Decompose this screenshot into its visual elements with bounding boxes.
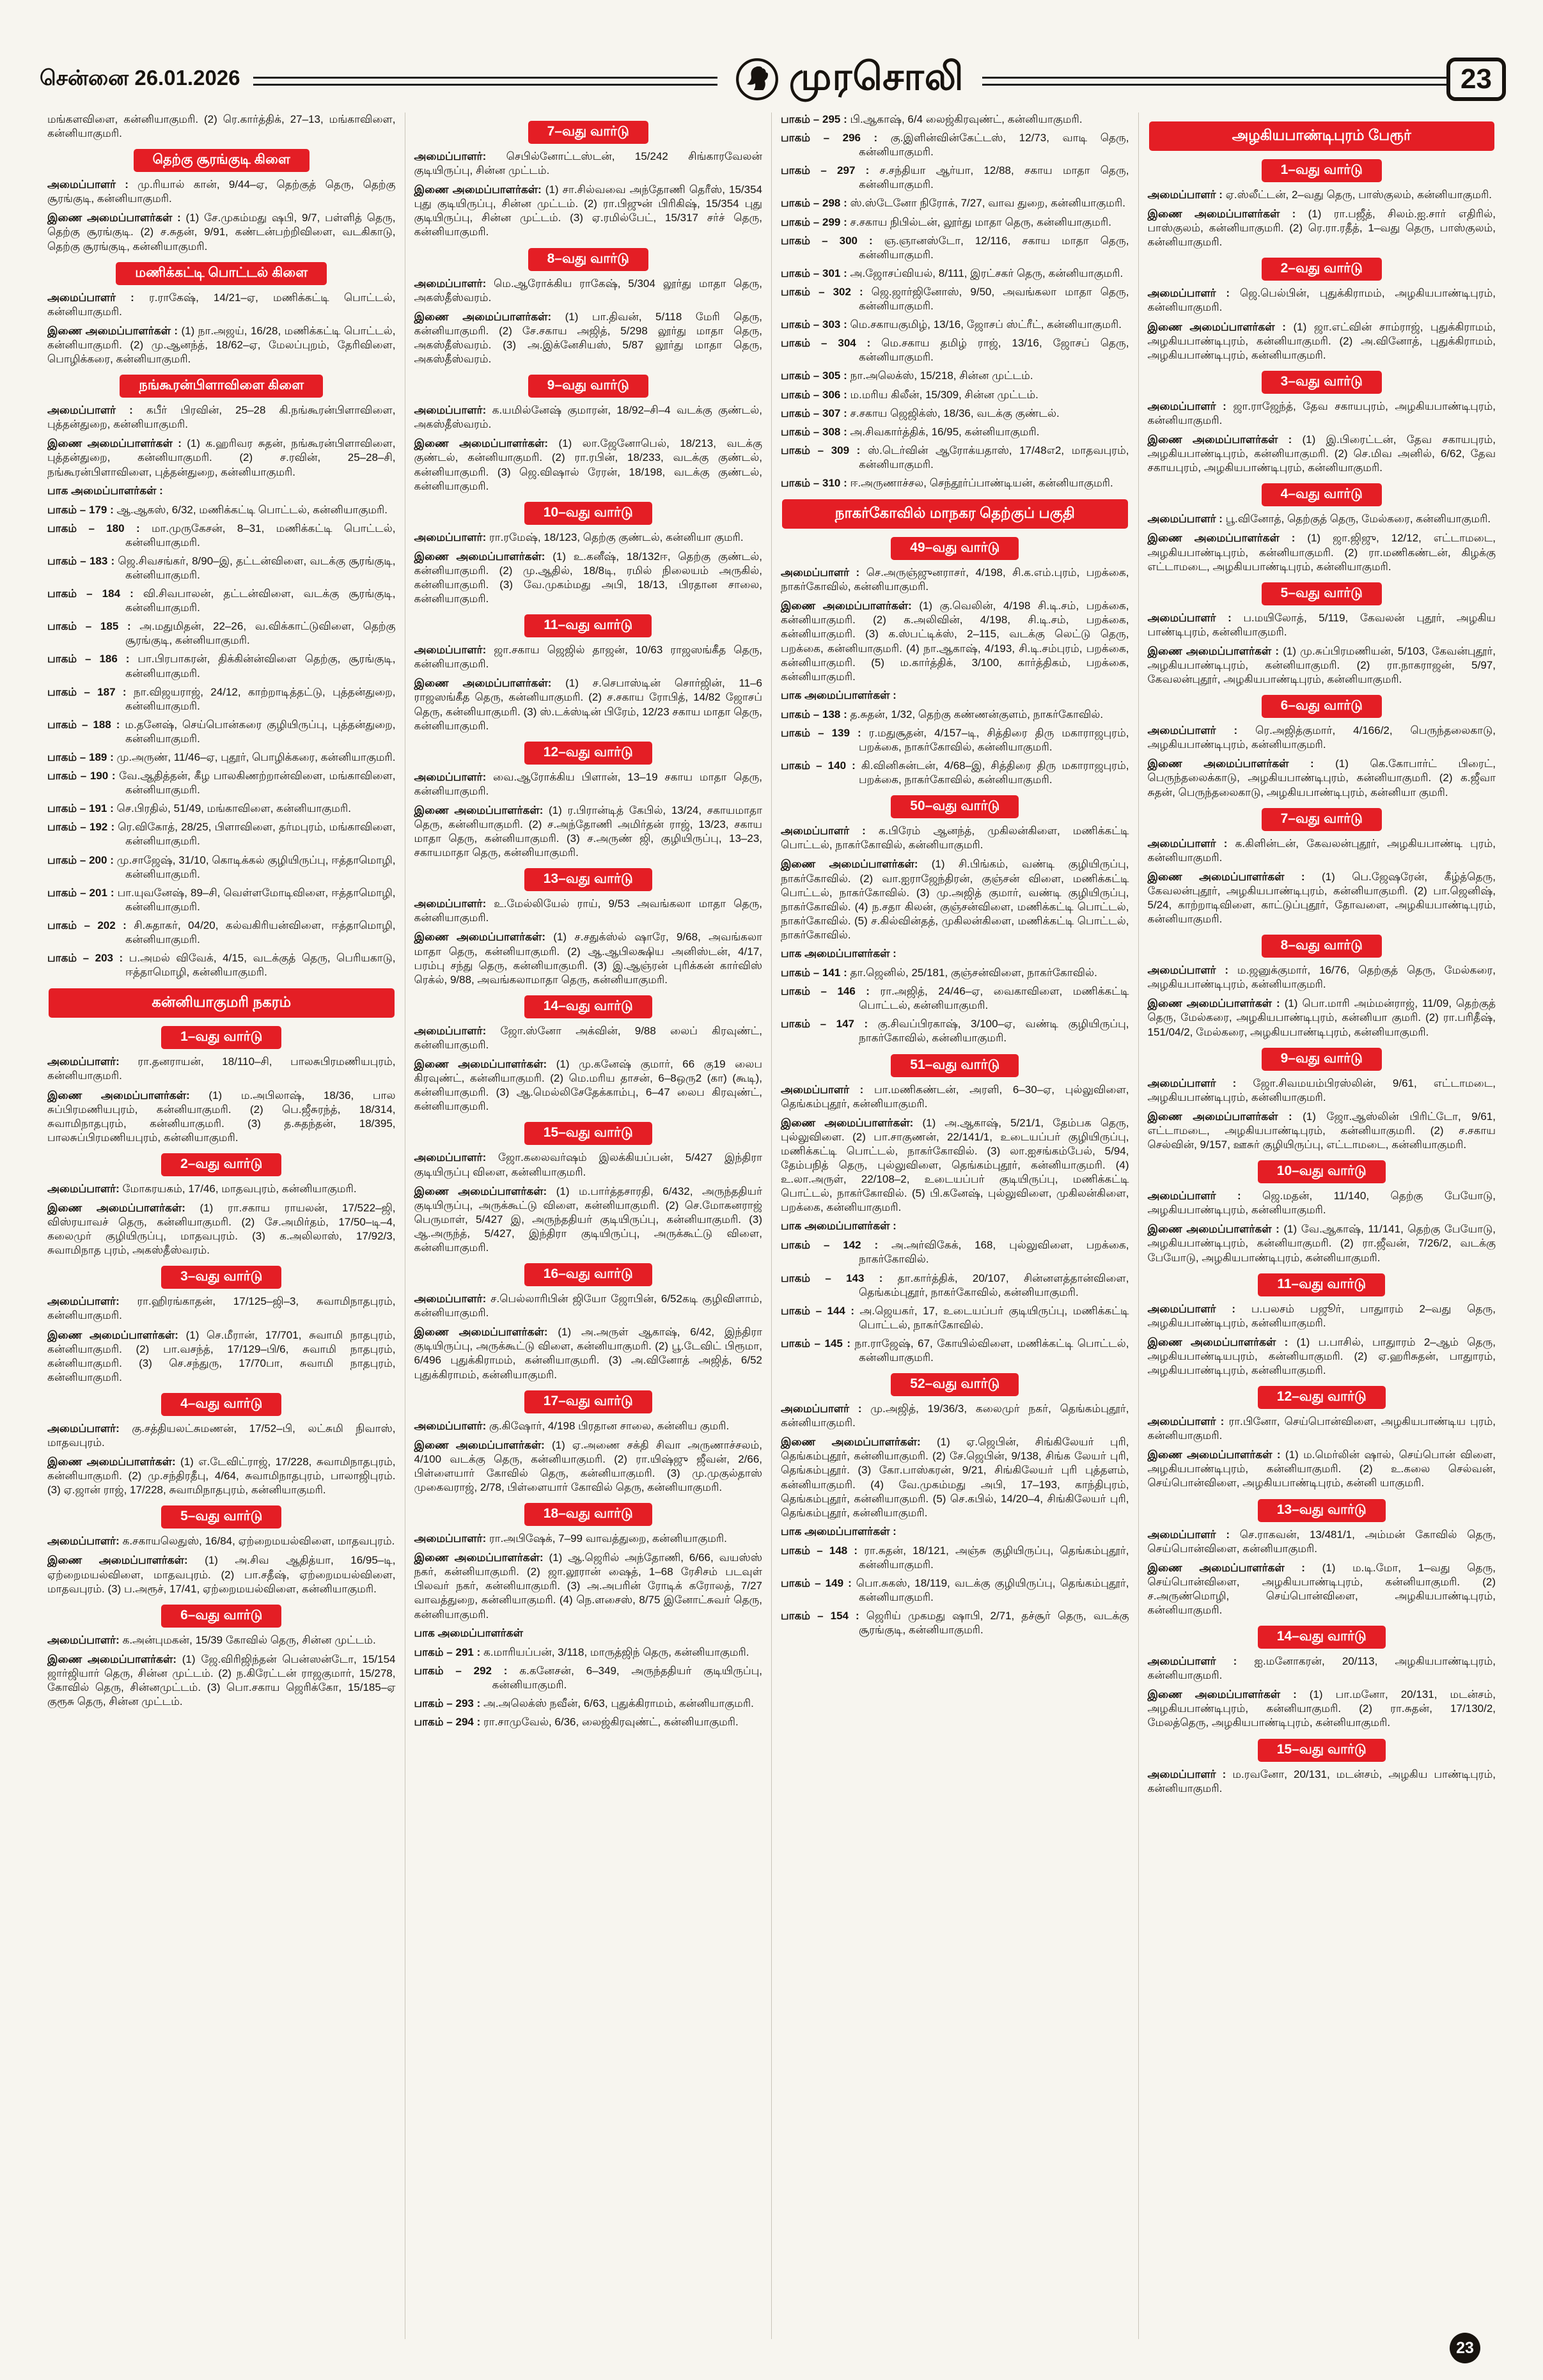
organiser-paragraph: இணை அமைப்பாளர்கள் : (1) ம.மெர்லின் ஷால், செய்பொன் விளை, அழகியபாண்டிபுரம், கன்னியாகுமரி. (2) உ.கலை செல்வன், செய்பொன்விளை, அழகியபாண்டிபுரம், கன்னி யாகுமரி. xyxy=(1147,1449,1496,1489)
organiser-paragraph: அமைப்பாளர்: மெ.ஆரோக்கிய ராகேஷ், 5/304 லூர்து மாதா தெரு, அகஸ்தீஸ்வரம். xyxy=(414,277,762,304)
organiser-paragraph: அமைப்பாளர்: மோகரயகம், 17/46, மாதவபுரம், கன்னியாகுமரி. xyxy=(47,1182,357,1195)
ward-header: 6–வது வார்டு xyxy=(1262,695,1382,718)
organiser-paragraph: அமைப்பாளர்: ச.பெல்லாரிபின் ஜியோ ஜோபின், 6/52கடி குழிவிளாம், கன்னியாகுமரி. xyxy=(414,1293,762,1319)
ward-header: 14–வது வார்டு xyxy=(1258,1626,1386,1649)
ward-header: 17–வது வார்டு xyxy=(524,1390,652,1413)
part-entry: பாகம் – 189 : மு.அருண், 11/46–ஏ, புதூர், பொழிக்கரை, கன்னியாகுமரி. xyxy=(47,751,396,763)
organiser-paragraph: அமைப்பாளர் : க.பிரேம் ஆனந்த், முகிலன்கிளை, மணிக்கட்டி பொட்டல், நாகர்கோவில், கன்னியாகுமரி. xyxy=(781,825,1129,852)
part-entry: பாகம் – 307 : ச.சகாய ஜெஜிக்ஸ், 18/36, வடக்கு குண்டல். xyxy=(781,407,1060,419)
organiser-paragraph: இணை அமைப்பாளர்கள்: (1) ச.செபாஸ்டின் சொர்ஜின், 11–6 ராஜஸங்கீத தெரு, கன்னியாகுமரி. (2) ச.சகாய ரோபித், 14/82 ஜோசப் தெரு, கன்னியாகுமரி. (3) ஸ்.டக்ஸ்டின் பிரேம், 12/23 சகாய மாதா தெரு, கன்னியாகுமரி. xyxy=(414,677,763,732)
organiser-paragraph: இணை அமைப்பாளர்கள் : (1) ஜா.எட்வின் சாம்ராஜ், புதுக்கிராமம், அழகியபாண்டிபுரம், கன்னியாகுமரி. (2) அ.வினோத், புதுக்கிராமம், அழகியபாண்டிபுரம், கன்னியாகுமரி. xyxy=(1147,320,1496,361)
section-header: நாகர்கோவில் மாநகர தெற்குப் பகுதி xyxy=(782,499,1128,529)
organiser-paragraph: அமைப்பாளர் : ஏ.ஸ்லீட்டன், 2–வது தெரு, பாஸ்குலம், கன்னியாகுமரி. xyxy=(1147,189,1492,201)
column-1 xyxy=(38,113,405,2339)
part-entry: பாகம் – 142 : அ.அர்விகேக், 168, புல்லுவிளை, பறக்கை, நாகர்கோவில். xyxy=(781,1239,1129,1266)
columns xyxy=(38,113,1505,2339)
masthead-group xyxy=(717,55,982,104)
part-entry: பாகம் – 297 : ச.சந்தியா ஆர்யா, 12/88, சகாய மாதா தெரு, கன்னியாகுமரி. xyxy=(781,164,1129,191)
ward-header: 7–வது வார்டு xyxy=(1262,808,1382,831)
ward-header: 14–வது வார்டு xyxy=(524,995,652,1018)
organiser-paragraph: இணை அமைப்பாளர்கள் : (1) ப.பாசில், பாதுாரம் 2–ஆம் தெரு, அழகியபாண்டியபுரம், கன்னியாகுமரி. (2) ஏ.ஹரிசுதன், பாதுாரம், அழகியபாண்டிபுரம், கன்னியாகுமரி. xyxy=(1147,1335,1496,1376)
organiser-paragraph: இணை அமைப்பாளர்கள் : (1) இ.பிரைட்டன், தேவ சகாயபுரம், அழகியபாண்டிபுரம், கன்னியாகுமரி. (2) செ.மிவ அனில், 6/62, தேவ சகாயபுரம், அழகியபாண்டிபுரம், கன்னியாகுமரி. xyxy=(1147,433,1496,474)
part-organisers-label: பாக அமைப்பாளர்கள் : xyxy=(781,1525,897,1537)
part-entry: பாகம் – 302 : ஜெ.ஜார்ஜினோஸ், 9/50, அவங்கலா மாதா தெரு, கன்னியாகுமரி. xyxy=(781,285,1129,313)
organiser-paragraph: அமைப்பாளர்: க.அன்புமகன், 15/39 கோவில் தெரு, சின்ன முட்டம். xyxy=(47,1633,376,1646)
part-entry: பாகம் – 306 : ம.மரிய கிலீன், 15/309, சின்ன முட்டம். xyxy=(781,388,1038,401)
part-organisers-label: பாக அமைப்பாளர்கள் : xyxy=(781,688,897,701)
part-entry: பாகம் – 190 : வே.ஆதித்தன், கீழ பாலகிணற்றான்விளை, மங்காவிளை, கன்னியாகுமரி. xyxy=(47,770,396,797)
organiser-paragraph: இணை அமைப்பாளர்கள் : (1) நா.அஜய், 16/28, மணிக்கட்டி பொட்டல், கன்னியாகுமரி. (2) மு.ஆனந்த், 18/62–ஏ, மேலப்புறம், தேரிவிளை, பொழிக்கரை, கன்னியாகுமரி. xyxy=(47,324,396,366)
ward-header: 49–வது வார்டு xyxy=(891,537,1019,560)
organiser-paragraph: அமைப்பாளர்: உ.மேல்லியேல் ராய், 9/53 அவங்கலா மாதா தெரு, கன்னியாகுமரி. xyxy=(414,898,762,924)
part-entry: பாகம் – 295 : பி.ஆகாஷ், 6/4 லைஜ்கிரவுண்ட், கன்னியாகுமரி. xyxy=(781,113,1083,125)
organiser-paragraph: இணை அமைப்பாளர்கள் : (1) பெ.ஜேஷரேன், கீழ்த்தெரு, கேவலன்புதூர், அழகியபாண்டிபுரம், கன்னியாகுமரி. (2) பா.ஜெனிஷ், 5/24, காற்றாடிவிளை, காட்டுப்புதூர், தோவளை, அழகியபாண்டிபுரம், கன்னியாகுமரி. xyxy=(1147,870,1496,926)
ward-header: 7–வது வார்டு xyxy=(528,121,648,144)
organiser-paragraph: அமைப்பாளர் : ஜா.ராஜேந்த், தேவ சகாயபுரம், அழகியபாண்டிபுரம், கன்னியாகுமரி. xyxy=(1147,400,1496,426)
ward-header: நங்கூரன்பிளாவிளை கிளை xyxy=(120,375,323,398)
part-entry: பாகம் – 305 : நா.அலெக்ஸ், 15/218, சின்ன முட்டம். xyxy=(781,369,1033,382)
part-entry: பாகம் – 149 : பொ.சுகஸ், 18/119, வடக்கு குழியிருப்பு, தெங்கம்புதூர், கன்னியாகுமரி. xyxy=(781,1577,1129,1604)
section-header: கன்னியாகுமரி நகரம் xyxy=(49,988,395,1018)
organiser-paragraph: இணை அமைப்பாளர்கள்: (1) உ.கனீஷ், 18/132ஈ, தெற்கு குண்டல், கன்னியாகுமரி. (2) மு.ஆதில், 18/8டி, ரமில் நிலையம் அருகில், கன்னியாகுமரி. (3) வே.முகம்மது அபி, 18/13, பிரதான சாலை, கன்னியாகுமரி. xyxy=(414,550,762,605)
part-entry: பாகம் – 138 : த.சுதன், 1/32, தெற்கு கண்ணன்குளம், நாகர்கோவில். xyxy=(781,708,1104,720)
organiser-paragraph: இணை அமைப்பாளர்கள் : (1) ரா.பஜீத், சிலம்.ஐ.சார் எதிரில், பாஸ்குலம், கன்னியாகுமரி. (2) ரெ.ரா.ரதீத், 1–வது தெரு, பாஸ்குலம், கன்னியாகுமரி. xyxy=(1147,208,1496,249)
city-date: சென்னை 26.01.2026 xyxy=(37,61,253,98)
part-entry: பாகம் – 187 : நா.விஜயராஜ், 24/12, காற்றாடித்தட்டு, புத்தன்துறை, கன்னியாகுமரி. xyxy=(47,685,396,712)
organiser-paragraph: அமைப்பாளர் : செ.அருஞ்ஜுனராசர், 4/198, சி.க.எம்.புரம், பறக்கை, நாகர்கோவில், கன்னியாகுமரி. xyxy=(781,566,1129,593)
organiser-paragraph: அமைப்பாளர் : க.கிளின்டன், கேவலன்புதூர், அழகியபாண்டி புரம், கன்னியாகுமரி. xyxy=(1147,837,1496,864)
part-entry: பாகம் – 303 : மெ.சகாயகுமிழ், 13/16, ஜோசப் ஸ்ட்ரீட், கன்னியாகுமரி. xyxy=(781,318,1122,331)
organiser-paragraph: இணை அமைப்பாளர்கள்: (1) ஜே.விரிஜிந்தன் பென்ஸன்டோ, 15/154 ஜார்ஜியார் தெரு, சின்ன முட்டம். (2) ந.கிரேட்டன் ராஜகுமார், 15/278, கோவில் தெரு, சின்னமுட்டம். (3) பொ.சகாய ஜெரிக்கோ, 15/185–ஏ குரூசு தெரு, சின்ன முட்டம். xyxy=(47,1653,396,1708)
organiser-paragraph: அமைப்பாளர் : ரா.பினோ, செய்பொன்விளை, அழகியபாண்டிய புரம், கன்னியாகுமரி. xyxy=(1147,1415,1496,1442)
organiser-paragraph: இணை அமைப்பாளர்கள்: (1) கு.வெலின், 4/198 சி.டி.சம், பறக்கை, கன்னியாகுமரி. (2) க.அலிவின், 4/198, சி.டி.சம், பறக்கை, கன்னியாகுமரி. (3) க.ஸ்பட்டிக்ஸ், 2–115, வடக்கு லெட்டு தெரு, பறக்கை, கன்னியாகுமரி. (4) நா.ஆகாஷ், 4/193, சி.டி.சம்புரம், பறக்கை, கன்னியாகுமரி. (5) ம.கார்த்திக், 3/100, கார்த்திகம், பறக்கை, கன்னியாகுமரி. xyxy=(781,600,1129,683)
part-entry: பாகம் – 184 : வி.சிவபாலன், தட்டன்விளை, வடக்கு சூரங்குடி, கன்னியாகுமரி. xyxy=(47,587,396,614)
organiser-paragraph: அமைப்பாளர்: ரா.ரமேஷ், 18/123, தெற்கு குண்டல், கன்னியா குமரி. xyxy=(414,531,744,543)
organiser-paragraph: அமைப்பாளர் : ஜோ.சிவமயம்பிரஸ்லின், 9/61, எட்டாமடை, அழகியபாண்டிபுரம், கன்னியாகுமரி. xyxy=(1147,1077,1496,1103)
organiser-paragraph: இணை அமைப்பாளர்கள்: (1) எ.டேவிட்ராஜ், 17/228, சுவாமிநாதபுரம், கன்னியாகுமரி. (2) மு.சந்திரதீபு, 4/64, சுவாமிநாதபுரம், பாலாஜிபுரம். (3) ஏ.ஜான் ராஜ், 17/228, சுவாமிநாதபுரம், கன்னியாகுமரி. xyxy=(47,1456,396,1497)
ward-header: 4–வது வார்டு xyxy=(161,1393,281,1416)
ward-header: 11–வது வார்டு xyxy=(524,614,652,637)
organiser-paragraph: அமைப்பாளர்: கு.சத்தியலட்சுமணன், 17/52–பி, லட்சுமி நிவாஸ், மாதவபுரம். xyxy=(47,1422,396,1449)
organiser-paragraph: இணை அமைப்பாளர்கள்: (1) ம.பார்த்தசாரதி, 6/432, அருந்ததியர் குடியிருப்பு, அருக்கூட்டு விளை, கன்னியாகுமரி. (2) செ.மோகனராஜ் பெருமாள், 5/427 இ, அருந்ததியர் குடியிருப்பு, கன்னியாகுமரி. (3) ஆ.அருந்த், 5/427, இந்திரா குடியிருப்பு, அருக்கூட்டு விளை, கன்னியாகுமரி. xyxy=(414,1185,762,1254)
organiser-paragraph: அமைப்பாளர் : ஜெ.மதன், 11/140, தெற்கு பேயோடு, அழகியபாண்டிபுரம், கன்னியாகுமரி. xyxy=(1147,1190,1496,1217)
organiser-paragraph: அமைப்பாளர்: ரா.அபிஷேக், 7–99 வாவத்துறை, கன்னியாகுமரி. xyxy=(414,1532,727,1545)
organiser-paragraph: இணை அமைப்பாளர்கள் : (1) க.ஹரிவர சுதன், நங்கூரன்பிளாவிளை, புத்தன்துறை, கன்னியாகுமரி. (2) ச.ரவின், 25–28–சி, நங்கூரன்பிளாவிளை, புத்தன்துறை, கன்னியாகுமரி. xyxy=(47,437,396,478)
part-entry: பாகம் – 186 : பா.பிரபாகரன், திக்கின்ன்விளை தெற்கு, சூரங்குடி, கன்னியாகுமரி. xyxy=(47,653,396,680)
organiser-paragraph: இணை அமைப்பாளர்கள்: (1) அ.ஆகாஷ், 5/21/1, தேம்பக தெரு, புல்லுவிளை. (2) பா.சாகுணன், 22/141/1, உடையப்பர் குழியிருப்பு, மணிக்கட்டி பொட்டல், நாகர்கோவில். (3) லா.ஐசங்கம்பேல், 5/94, தேம்பநித் தெரு, புல்லுவிளை, தெங்கம்புதூர், கன்னியாகுமரி. (4) உ.லா.அருள், 22/108–2, உடையப்பர் குடியிருப்பு, மணிக்கட்டி பொட்டல், நாகர்கோவில். (5) பி.கனேஷ், புல்லுவிளை, முகிலன்கிளை, பறக்கை, கன்னியாகுமரி. xyxy=(781,1116,1129,1214)
page-header xyxy=(37,50,1506,109)
part-entry: பாகம் – 139 : ர.மதுசூதன், 4/157–டி, சித்திரை திரு மகாராஜபுரம், பறக்கை, நாகர்கோவில், கன்னியாகுமரி. xyxy=(781,726,1129,753)
organiser-paragraph: இணை அமைப்பாளர்கள் : (1) பொ.மாரி அம்மன்ராஜ், 11/09, தெற்குத் தெரு, மேல்கரை, அழகியபாண்டிபுரம், கன்னியா குமரி. (2) ரா.பரிதீஷ், 151/04/2, மேல்கரை, அழகியபாண்டிபுரம், கன்னியாகுமரி. xyxy=(1147,997,1496,1038)
part-entry: பாகம் – 180 : மா.முருகேசன், 8–31, மணிக்கட்டி பொட்டல், கன்னியாகுமரி. xyxy=(47,522,396,548)
organiser-paragraph: அமைப்பாளர்: கு.கிஷோர், 4/198 பிரதான சாலை, கன்னிய குமரி. xyxy=(414,1419,730,1432)
part-entry: பாகம் – 200 : மு.சாஜேஷ், 31/10, கொடிக்கல் குழியிருப்பு, ஈத்தாமொழி, கன்னியாகுமரி. xyxy=(47,853,396,880)
part-entry: பாகம் – 309 : ஸ்.டெர்வின் ஆரோக்யதாஸ், 17/48எ2, மாதவபுரம், கன்னியாகுமரி. xyxy=(781,444,1129,471)
part-entry: பாகம் – 179 : ஆ.ஆகஸ், 6/32, மணிக்கட்டி பொட்டல், கன்னியாகுமரி. xyxy=(47,503,388,516)
ward-header: 1–வது வார்டு xyxy=(161,1026,281,1049)
ward-header: 12–வது வார்டு xyxy=(524,742,652,765)
organiser-paragraph: அமைப்பாளர்: ரா.தனராயன், 18/110–சி, பாலசுபிரமணியபுரம், கன்னியாகுமரி. xyxy=(47,1055,396,1082)
organiser-paragraph: அமைப்பாளர்: வை.ஆரோக்கிய பிளான், 13–19 சகாய மாதா தெரு, கன்னியாகுமரி. xyxy=(414,770,762,797)
organiser-paragraph: இணை அமைப்பாளர்கள்: (1) ர.பிரான்டித் கேபில், 13/24, சகாயமாதா தெரு, கன்னியாகுமரி. (2) ச.அந்தோணி அமிர்தன் ராஜ், 13/23, சகாய மாதா தெரு, கன்னியாகுமரி. (3) ச.அருண் ஜி, குழியிருப்பு, 13–23, சகாயமாதா தெரு, கன்னியாகுமரி. xyxy=(414,804,762,859)
part-organisers-label: பாக அமைப்பாளர்கள் xyxy=(414,1626,523,1639)
ward-header: 13–வது வார்டு xyxy=(1258,1499,1386,1522)
ward-header: 4–வது வார்டு xyxy=(1262,483,1382,506)
organiser-paragraph: இணை அமைப்பாளர்கள்: (1) சி.பிங்கம், வண்டி குழியிருப்பு, நாகர்கோவில். (2) வா.ஐராஜேந்திரன், குஞ்சன் விளை, மணிக்கட்டி பொட்டல், நாகர்கோவில். (3) மு.அஜித் குமார், வண்டி குழியிருப்பு, நாகர்கோவில். (4) ந.சதா கிலன், குஞ்சன்விளை, மணிக்கட்டி பொட்டல், நாகர்கோவில். (5) ச.கில்வின்தத், முகிலன்கிளை, மணிக்கட்டி பொட்டல், நாகர்கோவில். xyxy=(781,858,1129,941)
organiser-paragraph: அமைப்பாளர் : மு.அஜித், 19/36/3, கலைமுர் நகர், தெங்கம்புதூர், கன்னியாகுமரி. xyxy=(781,1403,1129,1429)
part-entry: பாகம் – 296 : கு.இளின்வின்கேட்டஸ், 12/73, வாடி தெரு, கன்னியாகுமரி. xyxy=(781,132,1129,159)
organiser-paragraph: இணை அமைப்பாளர்கள் : (1) வே.ஆகாஷ், 11/141, தெற்கு பேயோடு, அழகியபாண்டிபுரம், கன்னியாகுமரி. (2) ரா.ஜீவன், 7/26/2, வடக்கு பேயோடு, அழகியபாண்டிபுரம், கன்னியாகுமரி. xyxy=(1147,1223,1496,1264)
ward-header: 50–வது வார்டு xyxy=(891,795,1019,818)
ward-header: 52–வது வார்டு xyxy=(891,1373,1019,1396)
organiser-paragraph: இணை அமைப்பாளர்கள் : (1) பா.மனோ, 20/131, மடன்சம், அழகியபாண்டிபுரம், கன்னியாகுமரி. (2) ரா.சுதன், 17/130/2, மேலத்தெரு, அழகியபாண்டிபுரம், கன்னியாகுமரி. xyxy=(1147,1688,1496,1729)
part-entry: பாகம் – 308 : அ.சிவகார்த்திக், 16/95, கன்னியாகுமரி. xyxy=(781,425,1040,438)
part-entry: பாகம் – 298 : ஸ்.ஸ்டேனோ நிரோக், 7/27, வாவ துறை, கன்னியாகுமரி. xyxy=(781,197,1125,210)
organiser-paragraph: அமைப்பாளர்: ஜா.சகாய ஜெஜில் தாஜன், 10/63 ராஜஸங்கீத தெரு, கன்னியாகுமரி. xyxy=(414,644,762,671)
column-4 xyxy=(1138,113,1505,2339)
organiser-paragraph: அமைப்பாளர் : ஜெ.பெல்பின், புதுக்கிராமம், அழகியபாண்டிபுரம், கன்னியாகுமரி. xyxy=(1147,287,1496,314)
column-3 xyxy=(771,113,1138,2339)
ward-header: 15–வது வார்டு xyxy=(524,1122,652,1145)
organiser-paragraph: அமைப்பாளர்: ரா.ஹிரங்காதன், 17/125–ஜி–3, சுவாமிநாதபுரம், கன்னியாகுமரி. xyxy=(47,1295,396,1322)
part-entry: பாகம் – 148 : ரா.சுதன், 18/121, அஞ்சு குழியிருப்பு, தெங்கம்புதூர், கன்னியாகுமரி. xyxy=(781,1544,1129,1571)
organiser-paragraph: இணை அமைப்பாளர்கள்: (1) ஆ.ஜெரில் அந்தோணி, 6/66, வயஸ்ஸ் நகர், கன்னியாகுமரி. (2) ஜா.லூரான் ஷைத், 1–68 ரேசிசம் படவுள் பிலவர் நகர், கன்னியாகுமரி. (3) அ.அபரின் ரோடிக் கரோலத், 7/27 வாவத்துறை, கன்னியாகுமரி. (4) நெ.ளசைஸ், 8/75 இனோட்சுவர் தெரு, கன்னியாகுமரி. xyxy=(414,1552,762,1621)
part-entry: பாகம் – 146 : ரா.அஜித், 24/46–ஏ, வைகாவிளை, மணிக்கட்டி பொட்டல், கன்னியாகுமரி. xyxy=(781,985,1129,1012)
ward-header: மணிக்கட்டி பொட்டல் கிளை xyxy=(116,262,327,285)
ward-header: 9–வது வார்டு xyxy=(528,375,648,398)
column-2 xyxy=(405,113,772,2339)
part-entry: பாகம் – 143 : தா.கார்த்திக், 20/107, சின்னளத்தான்விளை, தெங்கம்புதூர், நாகர்கோவில், கன்னியாகுமரி. xyxy=(781,1272,1129,1298)
part-entry: பாகம் – 183 : ஜெ.சிவசங்கர், 8/90–இ, தட்டன்விளை, வடக்கு சூரங்குடி, கன்னியாகுமரி. xyxy=(47,554,396,581)
part-entry: பாகம் – 299 : ச.சகாய நிபில்டன், லூர்து மாதா தெரு, கன்னியாகுமரி. xyxy=(781,215,1111,228)
part-entry: பாகம் – 192 : ரெ.விகோத், 28/25, பிளாவிளை, தர்மபுரம், மங்காவிளை, கன்னியாகுமரி. xyxy=(47,821,396,848)
section-header: அழகியபாண்டிபுரம் பேரூர் xyxy=(1149,121,1495,151)
ward-header: 8–வது வார்டு xyxy=(528,248,648,271)
footer-page-number: 23 xyxy=(1450,2333,1480,2363)
part-organisers-label: பாக அமைப்பாளர்கள் : xyxy=(47,484,163,497)
ward-header: 15–வது வார்டு xyxy=(1258,1739,1386,1762)
organiser-paragraph: இணை அமைப்பாளர்கள்: (1) மு.கனேஷ் குமார், 66 கு19 லைப கிரவுண்ட், கன்னியாகுமரி. (2) மெ.மரிய தாசன், 6–8ஒரு2 (கா) (கூடி), கன்னியாகுமரி. (3) ஆ.மெல்லிசேதேக்காம்பு, 6–47 லைப கிரவுண்ட், கன்னியாகுமரி. xyxy=(414,1058,763,1113)
organiser-paragraph: இணை அமைப்பாளர்கள்: (1) சா.சில்வவை அந்தோணி தெரீஸ், 15/354 புது குடியிருப்பு, சின்ன முட்டம். (2) ரா.பிஜுன் பிரிகிஷ், 15/354 புது குடியிருப்பு, சின்ன முட்டம். (3) ஏ.ரமில்பேட், 15/317 சர்ச் தெரு, கன்னியாகுமரி. xyxy=(414,183,763,238)
ward-header: 8–வது வார்டு xyxy=(1262,935,1382,958)
organiser-paragraph: இணை அமைப்பாளர்கள் : (1) ஜா.ஜிஜு, 12/12, எட்டாமடை, அழகியபாண்டிபுரம், கன்னியாகுமரி. (2) ரா.மணிகண்டன், கிழக்கு எட்டாமடை, அழகியபாண்டிபுரம், கன்னியாகுமரி. xyxy=(1147,532,1496,573)
organiser-paragraph: அமைப்பாளர் : ம.ஜனுக்குமார், 16/76, தெற்குத் தெரு, மேல்கரை, அழகியபாண்டிபுரம், கன்னியாகுமரி. xyxy=(1147,964,1496,991)
organiser-paragraph: அமைப்பாளர்: செபில்னோட்டஸ்டன், 15/242 சிங்காரவேலன் குடியிருப்பு, சின்ன முட்டம். xyxy=(414,150,762,177)
organiser-paragraph: அமைப்பாளர் : ப.மயிலோத், 5/119, கேவலன் புதூர், அழகிய பாண்டிபுரம், கன்னியாகுமரி. xyxy=(1147,611,1496,638)
part-entry: பாகம் – 191 : செ.பிரதில், 51/49, மங்காவிளை, கன்னியாகுமரி. xyxy=(47,802,351,815)
part-entry: பாகம் – 310 : ஈ.அருணாச்சல, செந்தூர்ப்பாண்டியன், கன்னியாகுமரி. xyxy=(781,476,1113,489)
organiser-paragraph: அமைப்பாளர் : ரெ.அஜித்குமார், 4/166/2, பெருந்தலைகாடு, அழகியபாண்டிபுரம், கன்னியாகுமரி. xyxy=(1147,724,1496,751)
part-entry: பாகம் – 203 : ப.அமல் விவேக், 4/15, வடக்குத் தெரு, பெரியகாடு, ஈத்தாமொழி, கன்னியாகுமரி. xyxy=(47,952,396,979)
organiser-paragraph: இணை அமைப்பாளர்கள்: (1) லா.ஜேனோபெல், 18/213, வடக்கு குண்டல், கன்னியாகுமரி. (2) ரா.ரபின், 18/233, வடக்கு குண்டல், கன்னியாகுமரி. (3) ஜெ.விஷால் ரேரன், 18/198, வடக்கு குண்டல், கன்னியாகுமரி. xyxy=(414,437,762,492)
part-organisers-label: பாக அமைப்பாளர்கள் : xyxy=(781,1220,897,1233)
organiser-paragraph: இணை அமைப்பாளர்கள்: (1) ஏ.ஜெபின், சிங்கிலேயர் புரி, தெங்கம்புதூர், கன்னியாகுமரி. (2) சே.ஜெபின், 9/138, சிங்க லேயர் புரி, தெங்கம்புதூர். (3) கோ.பாஸ்கரன், 9/21, சிங்கிலேயர் புரி புத்தளம், கன்னியாகுமரி. (4) வே.முகம்மது அபி, 17–193, காந்திபுரம், தெங்கம்புதூர், கன்னியாகுமரி. (5) செ.கபில், 14/20–4, சிங்கிலேயர் புரி, தெங்கம்புதூர், கன்னியாகுமரி. xyxy=(781,1436,1129,1519)
organiser-paragraph: இணை அமைப்பாளர்கள் : (1) சே.முகம்மது ஷபி, 9/7, பள்ளித் தெரு, தெற்கு சூரங்குடி. (2) ச.சுதன், 9/91, கண்டன்பற்றிவிளை, வடகிகாடு, தெற்கு சூரங்குடி, கன்னியாகுமரி. xyxy=(47,212,396,253)
ward-header: 9–வது வார்டு xyxy=(1262,1048,1382,1071)
ward-header: 10–வது வார்டு xyxy=(1258,1160,1386,1183)
part-entry: பாகம் – 154 : ஜெரிய் முகமது ஷாபி, 2/71, தச்சூர் தெரு, வடக்கு சூரங்குடி, கன்னியாகுமரி. xyxy=(781,1610,1129,1637)
part-entry: பாகம் – 301 : அ.ஜோசப்வியல், 8/111, இரட்சகர் தெரு, கன்னியாகுமரி. xyxy=(781,267,1124,279)
part-entry: பாகம் – 304 : மெ.சகாய தமிழ் ராஜ், 13/16, ஜோசப் தெரு, கன்னியாகுமரி. xyxy=(781,337,1129,364)
organiser-paragraph: இணை அமைப்பாளர்கள் : (1) மு.சுப்பிரமணியன், 5/103, கேவன்புதூர், அழகியபாண்டிபுரம், கன்னியாகுமரி. (2) ரா.நாகராஜன், 5/97, கேவலன்புதூர், அழகியபாண்டிபுரம், கன்னியாகுமரி. xyxy=(1147,644,1496,686)
part-organisers-label: பாக அமைப்பாளர்கள் : xyxy=(781,947,897,960)
organiser-paragraph: அமைப்பாளர் : கபீர் பிரவின், 25–28 கி.நங்கூரன்பிளாவிளை, புத்தன்துறை, கன்னியாகுமரி. xyxy=(47,404,396,431)
organiser-paragraph: இணை அமைப்பாளர்கள்: (1) அ.சிவ ஆதித்யா, 16/95–டி, ஏற்றைமயல்விளை, மாதவபுரம். (2) பா.சதீஷ், ஏற்றைமயல்விளை, மாதவபுரம். (3) ப.அரூச், 17/41, ஏற்றைமயல்விளை, கன்னியாகுமரி. xyxy=(47,1554,396,1595)
ward-header: 5–வது வார்டு xyxy=(1262,582,1382,605)
continuation-paragraph: மங்களவிளை, கன்னியாகுமரி. (2) ரெ.கார்த்திக், 27–13, மங்காவிளை, கன்னியாகுமரி. xyxy=(47,113,396,140)
organiser-paragraph: இணை அமைப்பாளர்கள்: (1) பா.திவன், 5/118 மேரி தெரு, கன்னியாகுமரி. (2) சே.சகாய அஜித், 5/298 லூர்து மாதா தெரு, அகஸ்தீஸ்வரம். (3) அ.இக்னேசியஸ், 5/87 லூர்து மாதா தெரு, அகஸ்தீஸ்வரம். xyxy=(414,310,762,366)
organiser-paragraph: இணை அமைப்பாளர்கள்: (1) செ.மீரான், 17/701, சுவாமி நாதபுரம், கன்னியாகுமரி. (2) பா.வசந்த், 17/129–பி/6, சுவாமி நாதபுரம், கன்னியாகுமரி. (3) செ.சந்துரு, 17/70பா, சுவாமி நாதபுரம், கன்னியாகுமரி. xyxy=(47,1328,396,1383)
ward-header: 5–வது வார்டு xyxy=(161,1505,281,1528)
organiser-paragraph: அமைப்பாளர் : பா.மணிகண்டன், அரளி, 6–30–ஏ, புல்லுவிளை, தெங்கம்புதூர், கன்னியாகுமரி. xyxy=(781,1083,1129,1110)
organiser-paragraph: அமைப்பாளர் : மு.ரியால் கான், 9/44–ஏ, தெற்குத் தெரு, தெற்கு சூரங்குடி, கன்னியாகுமரி. xyxy=(47,178,396,205)
organiser-paragraph: அமைப்பாளர் : ப.பலசம் பஜூர், பாதுாரம் 2–வது தெரு, அழகியபாண்டிபுரம், கன்னியாகுமரி. xyxy=(1147,1302,1496,1329)
part-entry: பாகம் – 293 : அ.அலெக்ஸ் நவீன், 6/63, புதுக்கிராமம், கன்னியாகுமரி. xyxy=(414,1697,754,1709)
ward-header: 6–வது வார்டு xyxy=(161,1605,281,1628)
ward-header: 10–வது வார்டு xyxy=(524,502,652,525)
ward-header: 51–வது வார்டு xyxy=(891,1054,1019,1077)
part-entry: பாகம் – 292 : க.கனேசன், 6–349, அருந்ததியர் குடியிருப்பு, கன்னியாகுமரி. xyxy=(414,1664,762,1691)
ward-header: 16–வது வார்டு xyxy=(524,1263,652,1286)
ward-header: 12–வது வார்டு xyxy=(1258,1386,1386,1409)
ward-header: தெற்கு சூரங்குடி கிளை xyxy=(134,149,309,172)
page-number-badge: 23 xyxy=(1446,58,1506,102)
organiser-paragraph: அமைப்பாளர் : ஐ.மனோகரன், 20/113, அழகியபாண்டிபுரம், கன்னியாகுமரி. xyxy=(1147,1655,1496,1682)
organiser-paragraph: அமைப்பாளர் : ம.ரவனோ, 20/131, மடன்சம், அழகிய பாண்டிபுரம், கன்னியாகுமரி. xyxy=(1147,1768,1496,1794)
part-entry: பாகம் – 144 : அ.ஜெயகர், 17, உடையப்பர் குடியிருப்பு, மணிக்கட்டி பொட்டல், நாகர்கோவில். xyxy=(781,1304,1129,1331)
part-entry: பாகம் – 188 : ம.தனேஷ், செய்பொன்கரை குழியிருப்பு, புத்தன்துறை, கன்னியாகுமரி. xyxy=(47,718,396,745)
ward-header: 1–வது வார்டு xyxy=(1262,159,1382,182)
part-entry: பாகம் – 202 : சி.சுதாகர், 04/20, கல்வகிரியன்விளை, ஈத்தாமொழி, கன்னியாகுமரி. xyxy=(47,919,396,946)
organiser-paragraph: இணை அமைப்பாளர்கள் : (1) கெ.கோபார்ட் பிரைட், பெருந்தலைக்காடு, அழகியபாண்டிபுரம், கன்னியாகுமரி. (2) க.ஜீவா சுதன், பெருந்தலைகாடு, அழகியபாண்டிபுரம், கன்னியா குமரி. xyxy=(1147,758,1496,798)
organiser-paragraph: இணை அமைப்பாளர்கள் : (1) ஜோ.ஆஸ்லின் பிரிட்டோ, 9/61, எட்டாமடை, அழகியபாண்டிபுரம், கன்னியாகுமரி. (2) ச.சகாய செல்வின், 9/157, ஊசுர் குழியிருப்பு, எட்டாமடை, கன்னியாகுமரி. xyxy=(1147,1110,1496,1151)
organiser-paragraph: இணை அமைப்பாளர்கள்: (1) ச.சதுக்ஸ்ல் ஷாரே, 9/68, அவங்கலா மாதா தெரு, கன்னியாகுமரி. (2) ஆ.ஆபிலக்ஷிய அனிஸ்டன், 4/17, பரம்பு சந்து தெரு, கன்னியாகுமரி. (3) இ.ஆஞ்ரன் புரிக்கன் கார்விஸ் ரெக்ல், 9/88, அவங்கலாமாதா தெரு, கன்னியாகுமரி. xyxy=(414,931,763,986)
ward-header: 3–வது வார்டு xyxy=(1262,371,1382,394)
organiser-paragraph: இணை அமைப்பாளர்கள்: (1) ரா.சகாய ராயலன், 17/522–ஜி, விஸ்ரயாவச் தெரு, கன்னியாகுமரி. (2) சே.அமிர்தம், 17/50–டி–4, கலைமுர் குழியிருப்பு, மாதவபுரம். (3) க.அலிலாஸ், 17/92/3, சுவாமிநாத புரம், அகஸ்தீஸ்வரம். xyxy=(47,1201,396,1257)
ward-header: 2–வது வார்டு xyxy=(1262,258,1382,281)
part-entry: பாகம் – 294 : ரா.சாமுவேல், 6/36, லைஜ்கிரவுண்ட், கன்னியாகுமரி. xyxy=(414,1716,739,1729)
organiser-paragraph: இணை அமைப்பாளர்கள் : (1) ம.டி.மோ, 1–வது தெரு, செய்பொன்விளை, அழகியபாண்டிபுரம், கன்னியாகுமரி. (2) ச.அருண்மொழி, செய்பொன்விளை, அழகியபாண்டிபுரம், கன்னியாகுமரி. xyxy=(1147,1561,1496,1616)
part-entry: பாகம் – 291 : க.மாரியப்பன், 3/118, மாருத்ஜிந் தெரு, கன்னியாகுமரி. xyxy=(414,1645,749,1658)
organiser-paragraph: இணை அமைப்பாளர்கள்: (1) அ.அருள் ஆகாஷ், 6/42, இந்திரா குடியிருப்பு, அருக்கூட்டு விளை, கன்னியாகுமரி. (2) பூ.டேவிட் பிரூமா, 6/496 புதுக்கிராமம், கன்னியாகுமரி. (3) அ.வினோத் அஜித், 6/52 புதுக்கிராமம், கன்னியாகுமரி. xyxy=(414,1326,763,1381)
masthead-title: முரசொலி xyxy=(788,55,964,98)
ward-header: 18–வது வார்டு xyxy=(524,1503,652,1526)
organiser-paragraph: இணை அமைப்பாளர்கள்: (1) ஏ.அணை சக்தி சிவா அருணாச்சலம், 4/100 வடக்கு தெரு, கன்னியாகுமரி. (2) ரா.யிஷ்ஜு ஜீவன், 2/66, பிள்ளையார் கோவில் தெரு, கன்னியாகுமரி. (3) மு.முகுல்தாஸ் முகைவராஜ், 2/78, பிள்ளையார் கோவில் தெரு, கன்னியாகுமரி. xyxy=(414,1438,762,1493)
organiser-paragraph: அமைப்பாளர் : ர.ராகேஷ், 14/21–ஏ, மணிக்கட்டி பொட்டல், கன்னியாகுமரி. xyxy=(47,291,396,318)
part-entry: பாகம் – 147 : கு.சிவப்பிரகாஷ், 3/100–ஏ, வண்டி குழியிருப்பு, நாகர்கோவில், கன்னியாகுமரி. xyxy=(781,1018,1129,1045)
organiser-paragraph: அமைப்பாளர்: க.யமில்னேஷ் குமாரன், 18/92–சி–4 வடக்கு குண்டல், அகஸ்தீஸ்வரம். xyxy=(414,404,762,431)
part-entry: பாகம் – 185 : அ.மதுமிதன், 22–26, வ.விக்காட்டுவிளை, தெற்கு சூரங்குடி, கன்னியாகுமரி. xyxy=(47,620,396,647)
ward-header: 2–வது வார்டு xyxy=(161,1153,281,1176)
organiser-paragraph: அமைப்பாளர்: ஜோ.கலைவர்ஷம் இலக்கியப்பன், 5/427 இந்திரா குடியிருப்பு விளை, கன்னியாகுமரி. xyxy=(414,1151,763,1178)
organiser-paragraph: அமைப்பாளர்: க.சகாயலெதுஸ், 16/84, ஏற்றைமயல்விளை, மாதவபுரம். xyxy=(47,1535,395,1548)
organiser-paragraph: அமைப்பாளர் : செ.ராகவன், 13/481/1, அம்மன் கோவில் தெரு, செய்பொன்விளை, கன்னியாகுமரி. xyxy=(1147,1528,1496,1555)
organiser-paragraph: அமைப்பாளர் : பூ.வினோத், தெற்குத் தெரு, மேல்கரை, கன்னியாகுமரி. xyxy=(1147,513,1491,525)
part-entry: பாகம் – 201 : பா.யுவனேஷ், 89–சி, வெள்ளமோடிவிளை, ஈத்தாமொழி, கன்னியாகுமரி. xyxy=(47,886,396,913)
part-entry: பாகம் – 145 : நா.ராஜேஷ், 67, கோயில்விளை, மணிக்கட்டி பொட்டல், கன்னியாகுமரி. xyxy=(781,1337,1129,1364)
part-entry: பாகம் – 141 : தா.ஜெனில், 25/181, குஞ்சன்விளை, நாகர்கோவில். xyxy=(781,967,1097,979)
part-entry: பாகம் – 300 : ஞ.ஞானஸ்டோ, 12/116, சகாய மாதா தெரு, கன்னியாகுமரி. xyxy=(781,234,1129,261)
ward-header: 11–வது வார்டு xyxy=(1258,1273,1385,1296)
rooster-logo-icon xyxy=(735,58,779,101)
organiser-paragraph: அமைப்பாளர்: ஜோ.ஸ்னோ அக்வின், 9/88 லைப் கிரவுண்ட், கன்னியாகுமரி. xyxy=(414,1024,763,1051)
part-entry: பாகம் – 140 : கி.வினிசுன்டன், 4/68–இ, சித்திரை திரு மகாராஜபுரம், பறக்கை, நாகர்கோவில், கன்னியாகுமரி. xyxy=(781,759,1129,786)
ward-header: 3–வது வார்டு xyxy=(161,1266,281,1289)
organiser-paragraph: இணை அமைப்பாளர்கள்: (1) ம.அபிலாஷ், 18/36, பால சுப்பிரமணியபுரம், கன்னியாகுமரி. (2) பெ.ஜீசுரந்த், 18/314, சுவாமிநாதபுரம், கன்னியாகுமரி. (3) த.சுதந்தன், 18/395, பாலசுப்பிரமணியபுரம், கன்னியாகுமரி. xyxy=(47,1089,396,1144)
ward-header: 13–வது வார்டு xyxy=(524,868,652,891)
